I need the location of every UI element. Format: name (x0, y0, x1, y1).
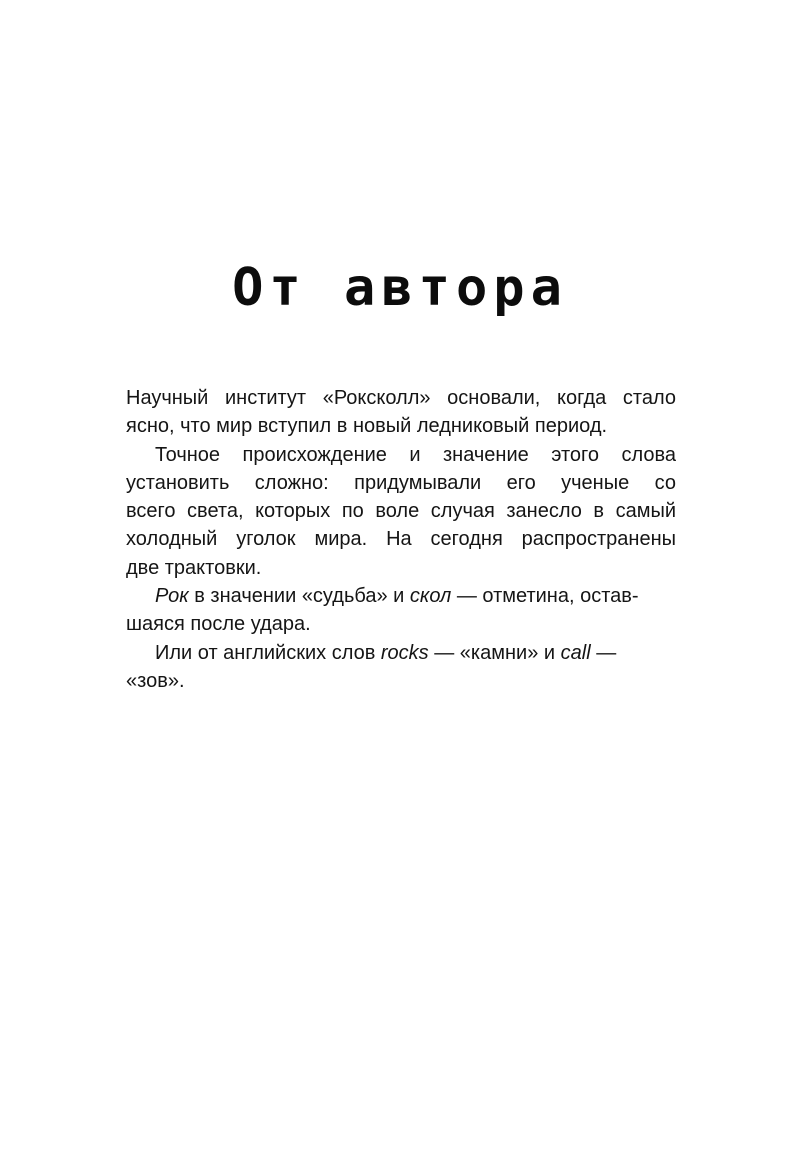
text-line (126, 639, 676, 667)
text-line: Точное происхождение и значение этого слова (155, 443, 676, 466)
italic-word: rocks (380, 641, 429, 664)
italic-word: Рок (155, 585, 189, 608)
paragraph-1 (126, 384, 676, 441)
text-line: ясно, что мир вступил в новый ледниковый период. (126, 415, 608, 438)
text-line: установить сложно: придумывали его ученые со (126, 471, 676, 494)
text-fragment: — (590, 641, 617, 664)
italic-word: call (560, 641, 591, 664)
text-fragment: Или от английских слов (155, 641, 381, 664)
text-line: всего света, которых по воле случая занесло в самый (126, 500, 676, 523)
paragraph-2 (126, 441, 676, 582)
text-fragment: — отметина, остав- (451, 585, 639, 608)
italic-word: скол (409, 585, 452, 608)
chapter-title: От автора (232, 258, 568, 318)
paragraph-3 (126, 582, 676, 639)
text-line: две трактовки. (126, 556, 262, 579)
text-fragment: — «камни» и (428, 641, 561, 664)
text-line: «зов». (126, 669, 185, 692)
text-line (126, 582, 676, 610)
text-line: Научный институт «Роксколл» основали, когда стало (126, 387, 676, 409)
paragraph-4 (126, 639, 676, 696)
chapter-body (126, 384, 676, 695)
text-line: холодный уголок мира. На сегодня распространены (126, 528, 676, 551)
text-fragment: в значении «судьба» и (188, 585, 410, 608)
text-line: шаяся после удара. (126, 613, 311, 636)
